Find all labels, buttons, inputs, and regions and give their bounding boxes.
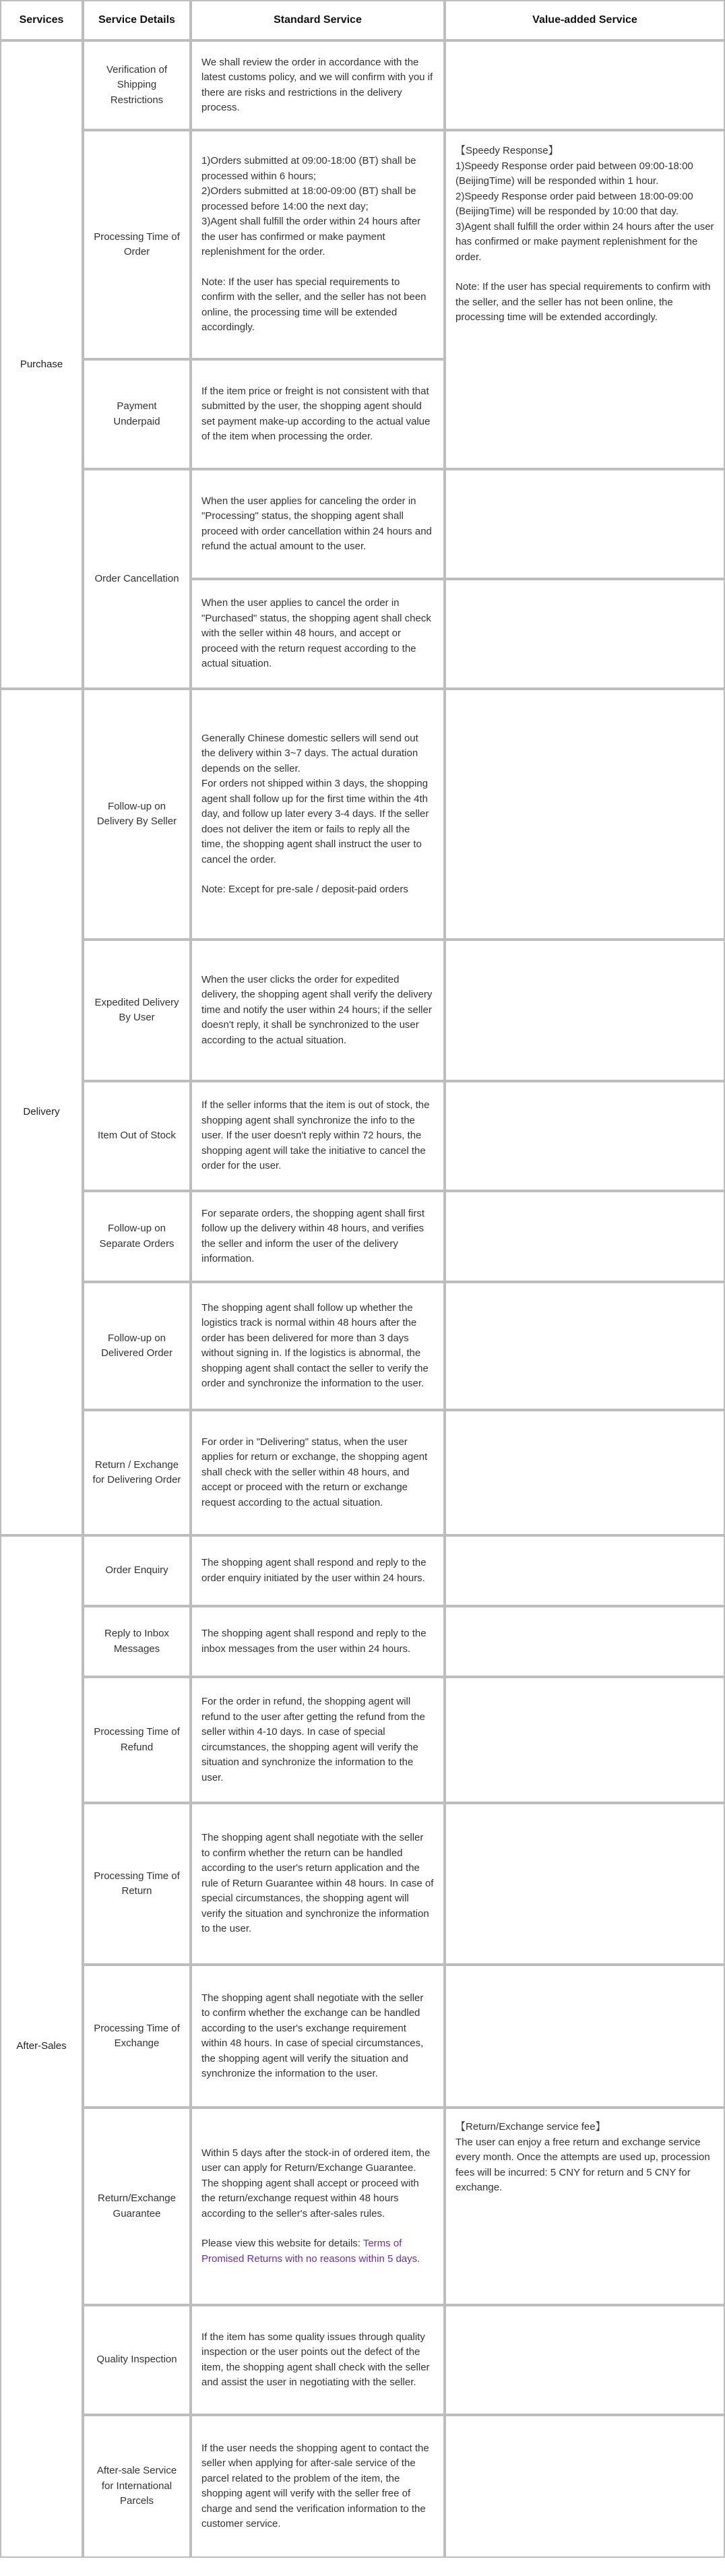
table-row — [0, 2415, 725, 2558]
speedy-response-rule-3: 3)Agent shall fulfill the order within 24 hours after the user has confirmed or make payment replenishment for the order. — [455, 220, 714, 263]
followup-seller-text-1: Generally Chinese domestic sellers will send out the delivery within 3~7 days. The actual duration depends on the seller. — [201, 732, 418, 774]
processing-rule-1: 1)Orders submitted at 09:00-18:00 (BT) shall be processed within 6 hours; — [201, 155, 416, 182]
table-row — [0, 1677, 725, 1803]
table-row — [0, 2108, 725, 2305]
header-row — [0, 0, 725, 40]
terms-of-promised-returns-link[interactable]: Terms of Promised Returns with no reasons within 5 days. — [201, 2238, 420, 2265]
detail-reply-inbox: Reply to Inbox Messages — [83, 1606, 191, 1677]
value-added-cancel-purchased — [445, 579, 725, 689]
standard-payment-underpaid: If the item price or freight is not consistent with that submitted by the user, the shopping agent should set payment make-up according to the actual value of the item when processing the order. — [191, 359, 445, 469]
table-row — [0, 1282, 725, 1410]
detail-processing-return: Processing Time of Return — [83, 1803, 191, 1965]
header-standard-service: Standard Service — [191, 0, 445, 40]
table-row — [0, 940, 725, 1081]
standard-return-exchange-guarantee — [191, 2108, 445, 2305]
value-added-followup-delivered — [445, 1282, 725, 1410]
standard-international-parcels: If the user needs the shopping agent to contact the seller when applying for after-sale service of the parcel related to the problem of the item, the shopping agent will verify with the seller free of charge and send the verification information to the customer service. — [191, 2415, 445, 2558]
table-row — [0, 1606, 725, 1677]
value-added-followup-seller — [445, 689, 725, 940]
guarantee-link-prefix: Please view this website for details: — [201, 2238, 363, 2250]
value-added-return-exchange-fee — [445, 2108, 725, 2305]
standard-followup-separate: For separate orders, the shopping agent shall first follow up the delivery within 48 hours, and verifies the seller and inform the user of the delivery information. — [191, 1191, 445, 1282]
group-purchase: Purchase — [0, 40, 83, 689]
detail-order-cancellation: Order Cancellation — [83, 469, 191, 689]
group-delivery: Delivery — [0, 689, 83, 1535]
speedy-response-rule-1: 1)Speedy Response order paid between 09:00-18:00 (BeijingTime) will be responded within 1 hour. — [455, 160, 693, 187]
detail-expedited-delivery: Expedited Delivery By User — [83, 940, 191, 1081]
standard-processing-refund: For the order in refund, the shopping agent will refund to the user after getting the refund from the seller within 4-10 days. In case of special circumstances, the shopping agent will verify the situation and synchronize the information to the user. — [191, 1677, 445, 1803]
value-added-expedited-delivery — [445, 940, 725, 1081]
processing-rule-3: 3)Agent shall fulfill the order within 24 hours after the user has confirmed or make payment replenishment for the order. — [201, 216, 421, 258]
table-row — [0, 1191, 725, 1282]
table-row — [0, 469, 725, 579]
standard-processing-time-of-order — [191, 130, 445, 359]
table-row — [0, 689, 725, 940]
value-added-cancel-processing — [445, 469, 725, 579]
detail-order-enquiry: Order Enquiry — [83, 1535, 191, 1606]
standard-item-out-of-stock: If the seller informs that the item is out of stock, the shopping agent shall synchronize the info to the user. If the user doesn't reply within 72 hours, the shopping agent will take the initiative to cancel the order for the user. — [191, 1081, 445, 1191]
standard-reply-inbox: The shopping agent shall respond and reply to the inbox messages from the user within 24 hours. — [191, 1606, 445, 1677]
detail-quality-inspection: Quality Inspection — [83, 2305, 191, 2415]
value-added-speedy-response — [445, 130, 725, 469]
detail-payment-underpaid: Payment Underpaid — [83, 359, 191, 469]
detail-verification: Verification of Shipping Restrictions — [83, 40, 191, 130]
detail-return-exchange-delivering: Return / Exchange for Delivering Order — [83, 1410, 191, 1535]
speedy-response-note: Note: If the user has special requirements to confirm with the seller, and the seller has not been online, the processing time will be extended accordingly. — [455, 281, 711, 323]
value-added-order-enquiry — [445, 1535, 725, 1606]
standard-processing-exchange: The shopping agent shall negotiate with the seller to confirm whether the exchange can be handled according to the user's exchange requirement within 48 hours. In case of special circumstances, the shopping agent will verify the situation and synchronize the information to the user. — [191, 1965, 445, 2108]
speedy-response-title: 【Speedy Response】 — [455, 145, 559, 156]
processing-note: Note: If the user has special requirements to confirm with the seller, and the seller has not been online, the processing time will be extended accordingly. — [201, 276, 427, 334]
detail-followup-seller: Follow-up on Delivery By Seller — [83, 689, 191, 940]
followup-seller-note: Note: Except for pre-sale / deposit-paid orders — [201, 884, 408, 895]
detail-return-exchange-guarantee: Return/Exchange Guarantee — [83, 2108, 191, 2305]
value-added-followup-separate — [445, 1191, 725, 1282]
table-row — [0, 40, 725, 130]
table-row — [0, 1081, 725, 1191]
table-row — [0, 1410, 725, 1535]
table-row — [0, 130, 725, 359]
return-exchange-fee-body: The user can enjoy a free return and exchange service every month. Once the attempts are used up, procession fees will be incurred: 5 CNY for return and 5 CNY for exchange. — [455, 2136, 710, 2193]
detail-processing-time-of-order: Processing Time of Order — [83, 130, 191, 359]
value-added-processing-return — [445, 1803, 725, 1965]
detail-followup-separate: Follow-up on Separate Orders — [83, 1191, 191, 1282]
header-service-details: Service Details — [83, 0, 191, 40]
standard-cancel-purchased: When the user applies to cancel the order in "Purchased" status, the shopping agent shall check with the seller within 48 hours, and accept or proceed with the return request according to the actual situation. — [191, 579, 445, 689]
detail-item-out-of-stock: Item Out of Stock — [83, 1081, 191, 1191]
value-added-international-parcels — [445, 2415, 725, 2558]
standard-processing-return: The shopping agent shall negotiate with the seller to confirm whether the return can be handled according to the user's return application and the rule of Return Guarantee within 48 hours. In case of special circumstances, the shopping agent will verify the situation and synchronize the information to the user. — [191, 1803, 445, 1965]
standard-followup-delivered: The shopping agent shall follow up whether the logistics track is normal within 48 hours after the order has been delivered for more than 3 days without signing in. If the logistics is abnormal, the shopping agent shall contact the seller to verify the order and synchronize the information to the user. — [191, 1282, 445, 1410]
group-after-sales: After-Sales — [0, 1535, 83, 2558]
header-services: Services — [0, 0, 83, 40]
value-added-reply-inbox — [445, 1606, 725, 1677]
detail-international-parcels: After-sale Service for International Parcels — [83, 2415, 191, 2558]
standard-quality-inspection: If the item has some quality issues through quality inspection or the user points out the defect of the item, the shopping agent shall check with the seller and assist the user in negotiating with the seller. — [191, 2305, 445, 2415]
processing-rule-2: 2)Orders submitted at 18:00-09:00 (BT) shall be processed before 14:00 the next day; — [201, 185, 416, 212]
table-row — [0, 2305, 725, 2415]
table-row — [0, 1535, 725, 1606]
value-added-processing-refund — [445, 1677, 725, 1803]
value-added-item-out-of-stock — [445, 1081, 725, 1191]
standard-cancel-processing: When the user applies for canceling the order in "Processing" status, the shopping agent shall proceed with order cancellation within 24 hours and refund the actual amount to the user. — [191, 469, 445, 579]
guarantee-text: Within 5 days after the stock-in of ordered item, the user can apply for Return/Exchange Guarantee. The shopping agent shall accept or proceed with the return/exchange request within 48 hours according to the seller's after-sales rules. — [201, 2147, 431, 2219]
value-added-verification — [445, 40, 725, 130]
table-row — [0, 1803, 725, 1965]
speedy-response-rule-2: 2)Speedy Response order paid between 18:00-09:00 (BeijingTime) will be responded by 10:00 that day. — [455, 190, 693, 217]
standard-order-enquiry: The shopping agent shall respond and reply to the order enquiry initiated by the user within 24 hours. — [191, 1535, 445, 1606]
header-value-added-service: Value-added Service — [445, 0, 725, 40]
standard-return-exchange-delivering: For order in "Delivering" status, when the user applies for return or exchange, the shopping agent shall check with the seller within 48 hours, and accept or proceed with the return or exchange request according to the actual situation. — [191, 1410, 445, 1535]
guarantee-link-line — [201, 2236, 434, 2267]
followup-seller-text-2: For orders not shipped within 3 days, the shopping agent shall follow up for the first time within the 4th day, and follow up later every 3-4 days. If the seller does not deliver the item or fails to reply all the time, the shopping agent shall instruct the user to cancel the order. — [201, 778, 429, 865]
table-row — [0, 1965, 725, 2108]
value-added-quality-inspection — [445, 2305, 725, 2415]
standard-followup-seller — [191, 689, 445, 940]
value-added-processing-exchange — [445, 1965, 725, 2108]
standard-verification: We shall review the order in accordance with the latest customs policy, and we will confirm with you if there are risks and restrictions in the delivery process. — [191, 40, 445, 130]
standard-expedited-delivery: When the user clicks the order for expedited delivery, the shopping agent shall verify the delivery time and notify the user within 24 hours; if the seller doesn't reply, it shall be synchronized to the user according to the actual situation. — [191, 940, 445, 1081]
detail-processing-exchange: Processing Time of Exchange — [83, 1965, 191, 2108]
detail-processing-refund: Processing Time of Refund — [83, 1677, 191, 1803]
value-added-return-exchange-delivering — [445, 1410, 725, 1535]
detail-followup-delivered: Follow-up on Delivered Order — [83, 1282, 191, 1410]
return-exchange-fee-title: 【Return/Exchange service fee】 — [455, 2121, 606, 2133]
